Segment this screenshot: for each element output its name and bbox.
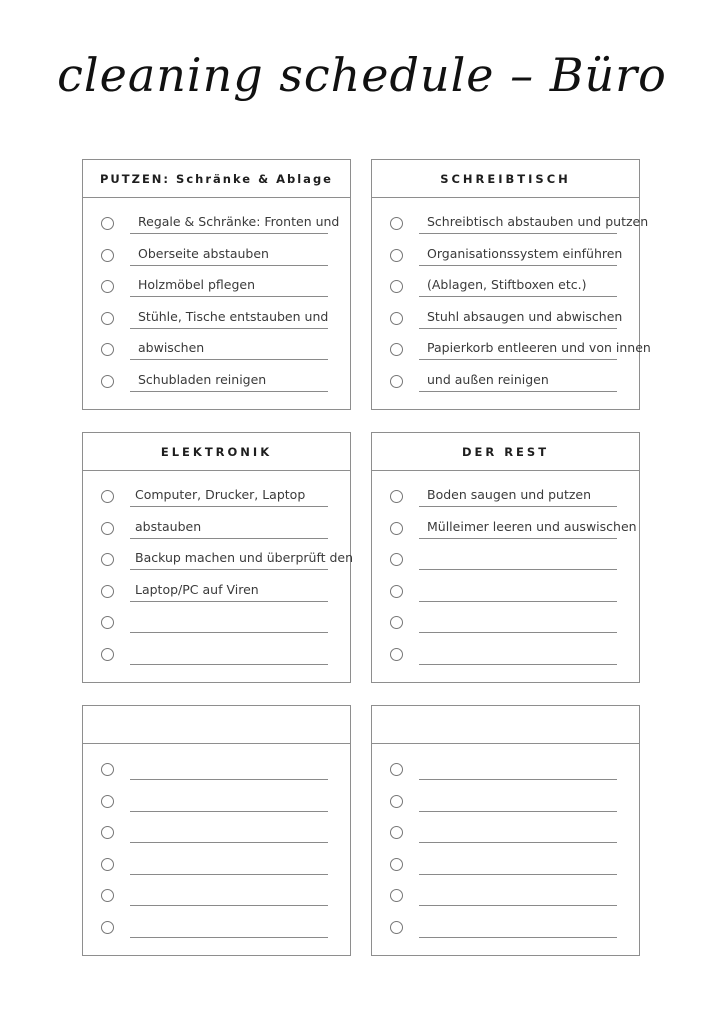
checkbox-circle[interactable] — [101, 217, 114, 230]
write-line — [419, 601, 617, 602]
checklist-panel-blank-left — [82, 705, 351, 956]
write-line — [419, 874, 617, 875]
checklist-row — [372, 851, 639, 883]
task-text: und außen reinigen — [427, 372, 549, 387]
checkbox-circle[interactable] — [390, 249, 403, 262]
checklist-row — [372, 368, 639, 400]
checkbox-circle[interactable] — [101, 522, 114, 535]
checklist-row — [83, 305, 350, 337]
checklist-row — [83, 609, 350, 641]
task-text: Schubladen reinigen — [138, 372, 267, 387]
checklist-row — [83, 756, 350, 788]
checkbox-circle[interactable] — [390, 553, 403, 566]
checklist-row — [83, 851, 350, 883]
checklist-row — [83, 210, 350, 242]
checkbox-circle[interactable] — [101, 889, 114, 902]
task-text: Organisationssystem einführen — [427, 245, 623, 261]
panel-header: PUTZEN: Schränke & Ablage — [83, 160, 350, 198]
checklist-row — [372, 788, 639, 820]
checkbox-circle[interactable] — [390, 763, 403, 776]
write-line — [130, 359, 328, 360]
checklist-row — [372, 641, 639, 673]
checklist-row — [372, 882, 639, 914]
checklist-row — [372, 609, 639, 641]
write-line — [419, 937, 617, 938]
checkbox-circle[interactable] — [390, 648, 403, 661]
checkbox-circle[interactable] — [390, 280, 403, 293]
write-line — [419, 391, 617, 392]
checkbox-circle[interactable] — [101, 795, 114, 808]
write-line — [130, 632, 328, 633]
checklist-row — [83, 914, 350, 946]
task-text: Backup machen und überprüft den — [135, 550, 354, 566]
checklist-panel-der-rest — [371, 432, 640, 683]
checkbox-circle[interactable] — [390, 585, 403, 598]
checklist-row — [372, 305, 639, 337]
write-line — [130, 569, 328, 570]
page-title: cleaning schedule – Büro — [57, 48, 667, 102]
checkbox-circle[interactable] — [101, 763, 114, 776]
task-text: Papierkorb entleeren und von innen — [427, 340, 651, 356]
write-line — [130, 811, 328, 812]
checkbox-circle[interactable] — [390, 312, 403, 325]
checkbox-circle[interactable] — [390, 921, 403, 934]
checklist-row — [372, 336, 651, 368]
checkbox-circle[interactable] — [101, 375, 114, 388]
write-line — [419, 811, 617, 812]
checkbox-circle[interactable] — [101, 490, 114, 503]
checkbox-circle[interactable] — [101, 249, 114, 262]
write-line — [130, 391, 328, 392]
task-text: Regale & Schränke: Fronten und — [138, 214, 340, 229]
write-line — [419, 569, 617, 570]
write-line — [419, 538, 617, 539]
checklist-row — [83, 819, 350, 851]
write-line — [130, 937, 328, 938]
checkbox-circle[interactable] — [390, 858, 403, 871]
checklist-row — [372, 546, 639, 578]
checklist-row — [372, 483, 639, 515]
write-line — [130, 905, 328, 906]
task-text: abwischen — [138, 340, 205, 356]
write-line — [419, 779, 617, 780]
checkbox-circle[interactable] — [101, 648, 114, 661]
task-text: Oberseite abstauben — [138, 245, 269, 261]
checkbox-circle[interactable] — [390, 795, 403, 808]
checklist-row — [83, 483, 350, 515]
checklist-panel-elektronik — [82, 432, 354, 683]
write-line — [130, 664, 328, 665]
checkbox-circle[interactable] — [390, 343, 403, 356]
panel-header[interactable] — [372, 706, 639, 744]
write-line — [419, 296, 617, 297]
checklist-row — [372, 210, 649, 242]
write-line — [419, 359, 617, 360]
checklist-row — [83, 273, 350, 305]
checklist-row — [83, 515, 350, 547]
write-line — [419, 265, 617, 266]
panel-header[interactable] — [83, 706, 350, 744]
checkbox-circle[interactable] — [101, 616, 114, 629]
write-line — [130, 779, 328, 780]
checkbox-circle[interactable] — [101, 858, 114, 871]
write-line — [130, 538, 328, 539]
checklist-row — [372, 756, 639, 788]
checkbox-circle[interactable] — [101, 585, 114, 598]
checklist-row — [372, 578, 639, 610]
task-text: Stuhl absaugen und abwischen — [427, 308, 623, 324]
checklist-panel-putzen — [82, 159, 351, 410]
panel-header: ELEKTRONIK — [83, 433, 350, 471]
checklist-row — [372, 819, 639, 851]
write-line — [130, 296, 328, 297]
task-text: abstauben — [135, 518, 202, 534]
panel-header: SCHREIBTISCH — [372, 160, 639, 198]
checklist-row — [83, 641, 350, 673]
checklist-row — [83, 788, 350, 820]
write-line — [130, 265, 328, 266]
checklist-row — [83, 242, 350, 274]
task-text: Computer, Drucker, Laptop — [135, 487, 306, 502]
checkbox-circle[interactable] — [390, 826, 403, 839]
checklist-row — [83, 368, 350, 400]
write-line — [130, 842, 328, 843]
checklist-row — [372, 242, 639, 274]
write-line — [130, 506, 328, 507]
checklist-row — [372, 273, 639, 305]
checkbox-circle[interactable] — [390, 217, 403, 230]
write-line — [419, 905, 617, 906]
write-line — [419, 233, 617, 234]
checkbox-circle[interactable] — [101, 553, 114, 566]
task-text: Boden saugen und putzen — [427, 487, 592, 502]
write-line — [130, 601, 328, 602]
checklist-panel-schreibtisch — [371, 159, 651, 410]
checklist-row — [83, 578, 350, 610]
checkbox-circle[interactable] — [101, 280, 114, 293]
task-text: (Ablagen, Stiftboxen etc.) — [427, 277, 587, 293]
checkbox-circle[interactable] — [390, 375, 403, 388]
checkbox-circle[interactable] — [101, 826, 114, 839]
checklist-row — [372, 515, 639, 547]
task-text: Laptop/PC auf Viren — [135, 581, 259, 597]
checkbox-circle[interactable] — [101, 312, 114, 325]
checkbox-circle[interactable] — [101, 343, 114, 356]
write-line — [419, 664, 617, 665]
write-line — [130, 874, 328, 875]
task-text: Mülleimer leeren und auswischen — [427, 518, 637, 534]
task-text: Schreibtisch abstauben und putzen — [427, 214, 649, 229]
checkbox-circle[interactable] — [390, 616, 403, 629]
checklist-row — [83, 882, 350, 914]
checkbox-circle[interactable] — [390, 889, 403, 902]
checklist-row — [83, 336, 350, 368]
write-line — [419, 632, 617, 633]
checkbox-circle[interactable] — [101, 921, 114, 934]
write-line — [419, 842, 617, 843]
checklist-row — [372, 914, 639, 946]
write-line — [419, 328, 617, 329]
write-line — [130, 233, 328, 234]
checkbox-circle[interactable] — [390, 522, 403, 535]
panel-header: DER REST — [372, 433, 639, 471]
task-text: Stühle, Tische entstauben und — [138, 308, 329, 324]
checklist-panel-blank-right — [371, 705, 640, 956]
checklist-row — [83, 546, 354, 578]
checkbox-circle[interactable] — [390, 490, 403, 503]
write-line — [419, 506, 617, 507]
write-line — [130, 328, 328, 329]
task-text: Holzmöbel pflegen — [138, 277, 256, 293]
